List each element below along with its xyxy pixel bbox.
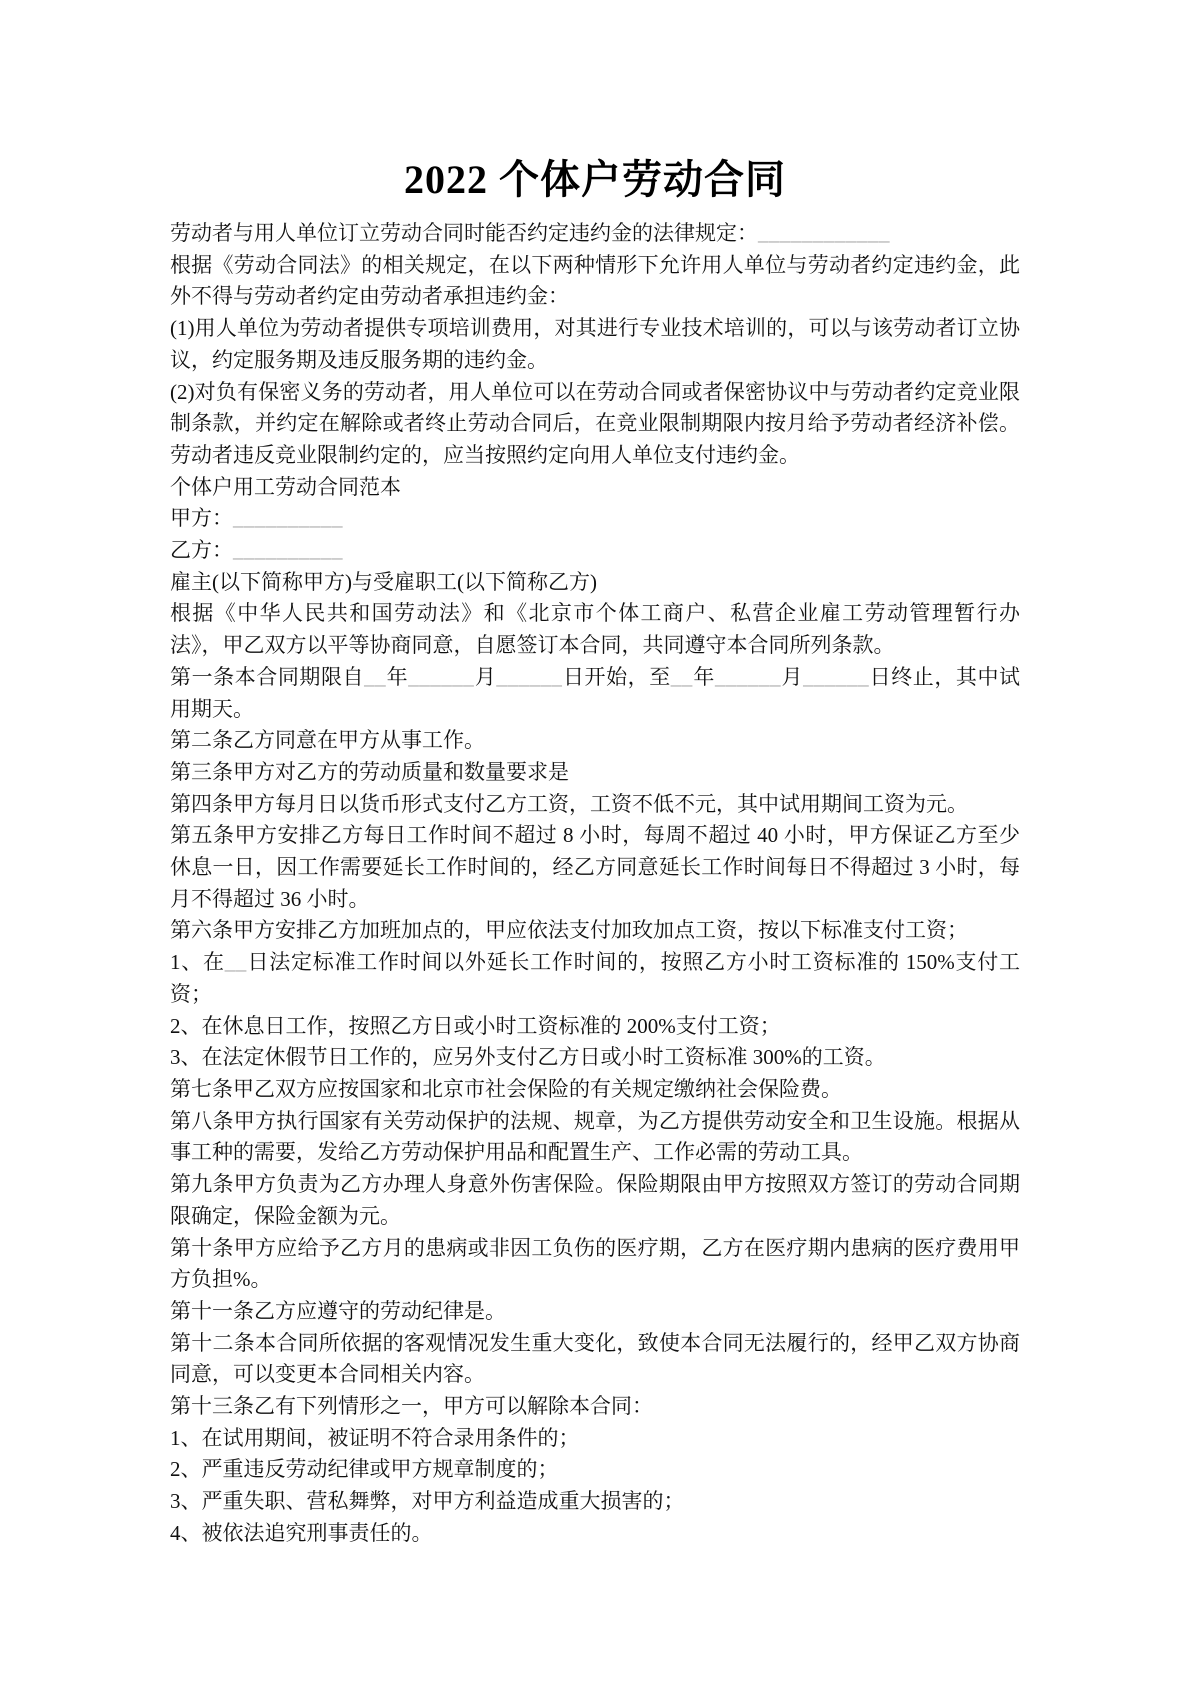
paragraph-text: 根据《中华人民共和国劳动法》和《北京市个体工商户、私营企业雇工劳动管理暂行办法》，甲乙双方以平等协商同意，自愿签订本合同，共同遵守本合同所列条款。 — [170, 601, 1020, 658]
paragraph — [170, 535, 1020, 567]
paragraph-text: 年 — [692, 664, 715, 689]
blank-underline: ______ — [714, 664, 781, 689]
paragraph — [170, 725, 1020, 757]
paragraph-text: 雇主(以下简称甲方)与受雇职工(以下简称乙方) — [170, 569, 597, 594]
paragraph — [170, 1391, 1020, 1423]
paragraph-text: 月 — [474, 664, 497, 689]
blank-underline: ____________ — [758, 221, 890, 245]
paragraph-text: 3、在法定休假节日工作的，应另外支付乙方日或小时工资标准 300%的工资。 — [170, 1045, 886, 1070]
paragraph-text: 3、严重失职、营私舞弊，对甲方利益造成重大损害的； — [170, 1489, 685, 1514]
paragraph-text: 个体户用工劳动合同范本 — [170, 474, 401, 499]
paragraph-text: 第十三条乙有下列情形之一，甲方可以解除本合同： — [170, 1394, 653, 1419]
paragraph-text: (2)对负有保密义务的劳动者，用人单位可以在劳动合同或者保密协议中与劳动者约定竞业限制条款，并约定在解除或者终止劳动合同后，在竞业限制期限内按月给予劳动者经济补偿。劳动者违反竞业限制约定的，应当按照约定向用人单位支付违约金。 — [170, 379, 1020, 467]
paragraph — [170, 1233, 1020, 1296]
blank-underline: ______ — [803, 664, 870, 689]
paragraph — [170, 1423, 1020, 1455]
blank-underline: ______ — [496, 664, 563, 689]
paragraph — [170, 1486, 1020, 1518]
blank-underline: __ — [224, 950, 247, 975]
paragraph-text: 第十一条乙方应遵守的劳动纪律是。 — [170, 1298, 506, 1323]
paragraph-text: 劳动者与用人单位订立劳动合同时能否约定违约金的法律规定： — [170, 221, 758, 245]
paragraph — [170, 1042, 1020, 1074]
paragraph — [170, 947, 1020, 1010]
paragraph-text: 第十条甲方应给予乙方月的患病或非因工负伤的医疗期，乙方在医疗期内患病的医疗费用甲方负担%。 — [170, 1235, 1020, 1292]
paragraph-text: 第一条本合同期限自 — [170, 664, 365, 689]
paragraph-text: 第九条甲方负责为乙方办理人身意外伤害保险。保险期限由甲方按照双方签订的劳动合同期限确定，保险金额为元。 — [170, 1172, 1020, 1228]
paragraph-text: 4、被依法追究刑事责任的。 — [170, 1520, 433, 1545]
paragraph-text: 日终止，其中试用期天。 — [170, 664, 1021, 721]
paragraph — [170, 1518, 1020, 1550]
paragraph — [170, 313, 1020, 376]
paragraph-text: 2、在休息日工作，按照乙方日或小时工资标准的 200%支付工资； — [170, 1013, 781, 1038]
paragraph — [170, 757, 1020, 789]
paragraph — [170, 915, 1020, 947]
paragraph-text: 年 — [386, 664, 409, 689]
paragraph-text: (1)用人单位为劳动者提供专项培训费用，对其进行专业技术培训的，可以与该劳动者订立协议，约定服务期及违反服务期的违约金。 — [170, 316, 1020, 372]
document-title: 2022 个体户劳动合同 — [404, 157, 786, 202]
paragraph — [170, 1454, 1020, 1486]
paragraph-text: 第二条乙方同意在甲方从事工作。 — [170, 728, 485, 753]
paragraph-text: 第十二条本合同所依据的客观情况发生重大变化，致使本合同无法履行的，经甲乙双方协商同意，可以变更本合同相关内容。 — [170, 1330, 1020, 1387]
blank-underline: __ — [364, 664, 387, 689]
paragraph — [170, 567, 1020, 599]
paragraph-text: 第五条甲方安排乙方每日工作时间不超过 8 小时，每周不超过 40 小时，甲方保证乙方至少休息一日，因工作需要延长工作时间的，经乙方同意延长工作时间每日不得超过 3 小时，每月不得超过 36 小时。 — [170, 823, 1020, 911]
paragraph-text: 日法定标准工作时间以外延长工作时间的，按照乙方小时工资标准的 150%支付工资； — [170, 950, 1020, 1006]
blank-underline: __________ — [233, 506, 343, 531]
paragraph-text: 1、在试用期间，被证明不符合录用条件的； — [170, 1425, 580, 1450]
paragraph — [170, 218, 1020, 250]
paragraph-text: 第八条甲方执行国家有关劳动保护的法规、规章，为乙方提供劳动安全和卫生设施。根据从事工种的需要，发给乙方劳动保护用品和配置生产、工作必需的劳动工具。 — [170, 1108, 1020, 1165]
paragraph-text: 乙方： — [170, 538, 233, 563]
paragraph-text: 第七条甲乙双方应按国家和北京市社会保险的有关规定缴纳社会保险费。 — [170, 1076, 842, 1101]
paragraph-text: 第六条甲方安排乙方加班加点的，甲应依法支付加玫加点工资，按以下标准支付工资； — [170, 918, 968, 943]
paragraph-text: 甲方： — [170, 506, 233, 531]
paragraph — [170, 662, 1020, 725]
paragraph-text: 第四条甲方每月日以货币形式支付乙方工资，工资不低不元，其中试用期间工资为元。 — [170, 791, 968, 816]
paragraph-text: 第三条甲方对乙方的劳动质量和数量要求是 — [170, 759, 569, 784]
paragraph-text: 根据《劳动合同法》的相关规定，在以下两种情形下允许用人单位与劳动者约定违约金，此外不得与劳动者约定由劳动者承担违约金： — [170, 252, 1020, 309]
document-body — [170, 218, 1020, 1550]
paragraph-text: 2、严重违反劳动纪律或甲方规章制度的； — [170, 1457, 559, 1482]
paragraph — [170, 377, 1020, 472]
paragraph — [170, 1011, 1020, 1043]
paragraph-text: 1、在 — [170, 950, 225, 975]
paragraph — [170, 598, 1020, 661]
paragraph — [170, 1328, 1020, 1391]
paragraph — [170, 820, 1020, 915]
paragraph — [170, 789, 1020, 821]
blank-underline: __ — [670, 664, 693, 689]
paragraph — [170, 472, 1020, 504]
paragraph-text: 月 — [780, 664, 804, 689]
paragraph — [170, 1296, 1020, 1328]
paragraph — [170, 250, 1020, 313]
paragraph — [170, 503, 1020, 535]
paragraph — [170, 1074, 1020, 1106]
paragraph — [170, 1106, 1020, 1169]
paragraph — [170, 1169, 1020, 1232]
blank-underline: ______ — [408, 664, 475, 689]
blank-underline: __________ — [233, 538, 343, 563]
paragraph-text: 日开始，至 — [562, 664, 671, 689]
